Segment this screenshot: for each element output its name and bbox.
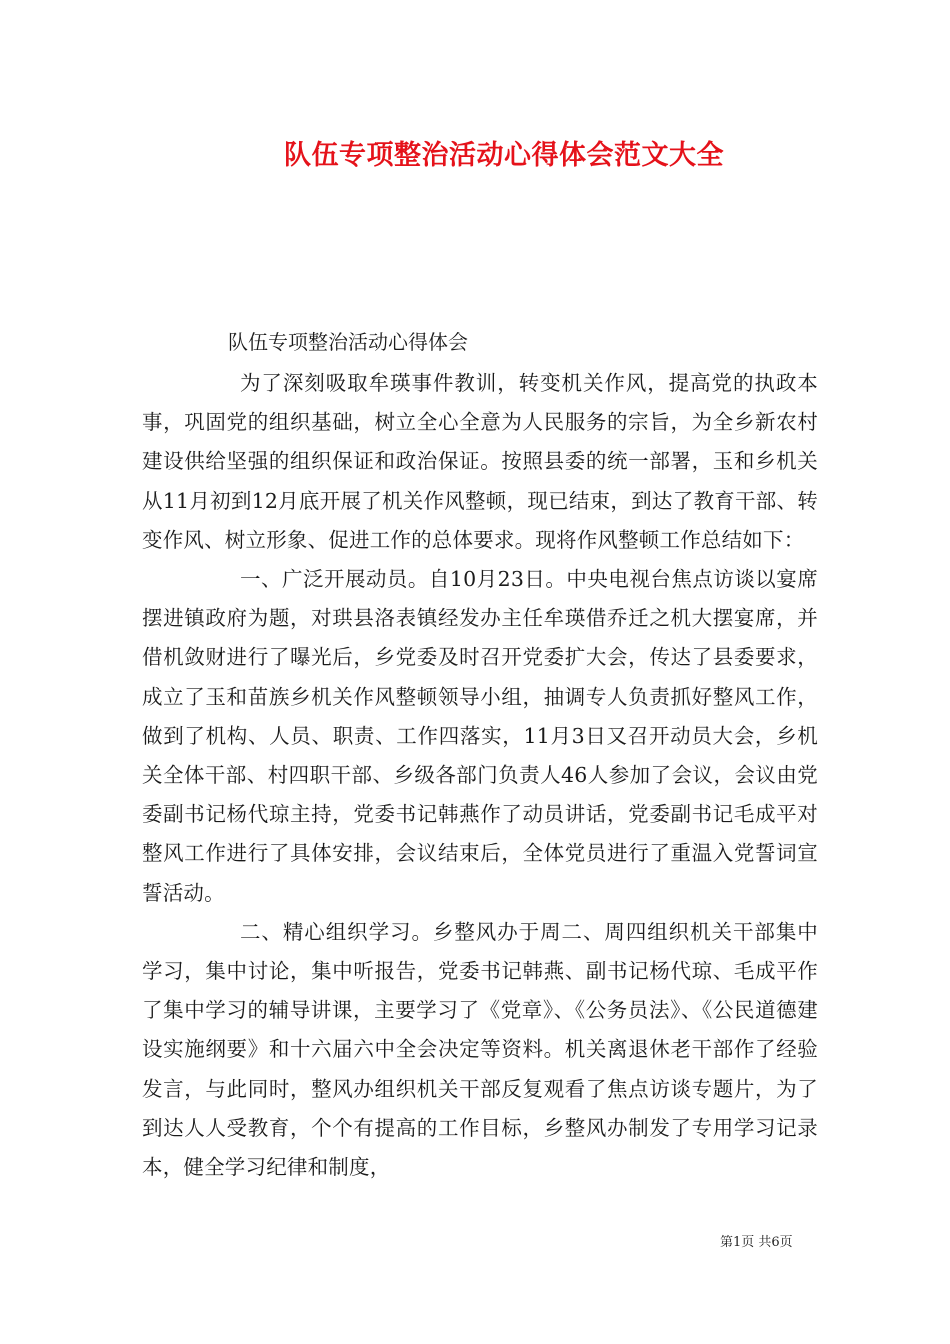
document-body [142, 364, 818, 1187]
document-title: 队伍专项整治活动心得体会范文大全 [284, 140, 724, 171]
paragraph-1: 为了深刻吸取牟瑛事件教训，转变机关作风，提高党的执政本事，巩固党的组织基础，树立全心全意为人民服务的宗旨，为全乡新农村建设供给坚强的组织保证和政治保证。按照县委的统一部署，玉和乡机关从11月初到12月底开展了机关作风整顿，现已结束，到达了教育干部、转变作风、树立形象、促进工作的总体要求。现将作风整顿工作总结如下： [142, 371, 818, 552]
paragraph-2: 一、广泛开展动员。自10月23日。中央电视台焦点访谈以宴席摆进镇政府为题，对珙县洛表镇经发办主任牟瑛借乔迁之机大摆宴席，并借机敛财进行了曝光后，乡党委及时召开党委扩大会，传达了县委要求，成立了玉和苗族乡机关作风整顿领导小组，抽调专人负责抓好整风工作，做到了机构、人员、职责、工作四落实，11月3日又召开动员大会，乡机关全体干部、村四职干部、乡级各部门负责人46人参加了会议，会议由党委副书记杨代琼主持，党委书记韩燕作了动员讲话，党委副书记毛成平对整风工作进行了具体安排，会议结束后，全体党员进行了重温入党誓词宣誓活动。 [142, 567, 818, 905]
paragraph-3: 二、精心组织学习。乡整风办于周二、周四组织机关干部集中学习，集中讨论，集中听报告，党委书记韩燕、副书记杨代琼、毛成平作了集中学习的辅导讲课，主要学习了《党章》、《公务员法》、《公民道德建设实施纲要》和十六届六中全会决定等资料。机关离退休老干部作了经验发言，与此同时，整风办组织机关干部反复观看了焦点访谈专题片，为了到达人人受教育，个个有提高的工作目标，乡整风办制发了专用学习记录本，健全学习纪律和制度， [142, 919, 818, 1180]
document-subtitle: 队伍专项整治活动心得体会 [228, 330, 468, 354]
page-number: 第1页 共6页 [720, 1235, 793, 1250]
